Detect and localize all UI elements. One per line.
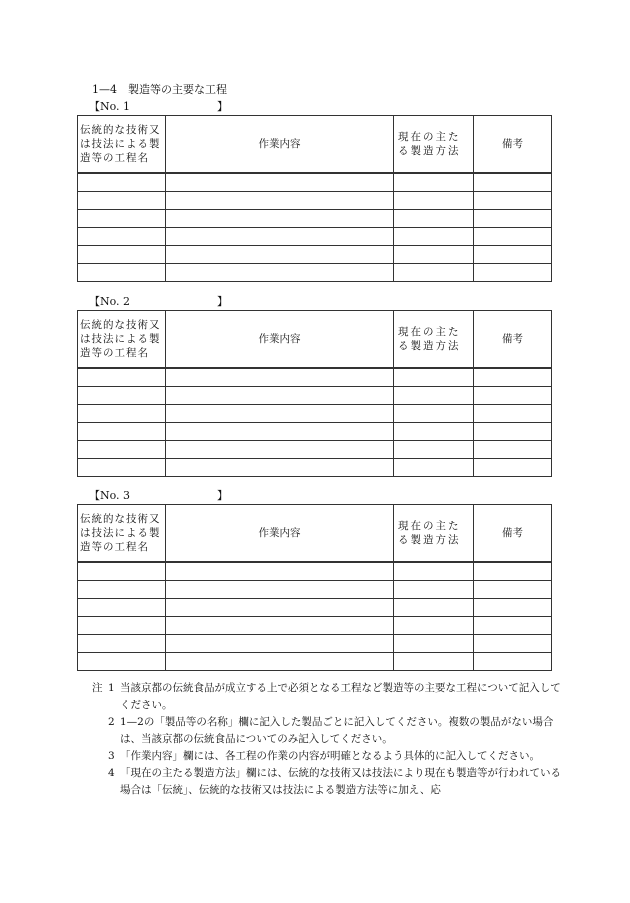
cell[interactable] — [166, 210, 394, 228]
header-process-name: 伝統的な技術又は技法による製造等の工程名 — [78, 505, 166, 563]
table-header-row — [78, 505, 552, 563]
cell[interactable] — [166, 423, 394, 441]
note-item — [92, 680, 562, 714]
block-number: 【No. 1 — [89, 100, 131, 113]
cell[interactable] — [166, 192, 394, 210]
block-label — [77, 293, 551, 310]
cell[interactable] — [166, 368, 394, 387]
cell[interactable] — [394, 387, 474, 405]
table-row — [78, 264, 552, 282]
cell[interactable] — [78, 423, 166, 441]
cell[interactable] — [166, 264, 394, 282]
note-number: 3 — [108, 750, 115, 762]
header-process-name: 伝統的な技術又は技法による製造等の工程名 — [78, 311, 166, 369]
cell[interactable] — [78, 653, 166, 671]
notes-section — [92, 680, 562, 799]
cell[interactable] — [474, 405, 552, 423]
block-label — [77, 487, 551, 504]
table-row — [78, 192, 552, 210]
note-text: 「作業内容」欄には、各工程の作業の内容が明確となるよう具体的に記入してください。 — [120, 750, 540, 762]
cell[interactable] — [166, 459, 394, 477]
cell[interactable] — [474, 653, 552, 671]
cell[interactable] — [474, 387, 552, 405]
block-number-close: 】 — [217, 489, 228, 502]
table-row — [78, 423, 552, 441]
cell[interactable] — [166, 173, 394, 192]
table-row — [78, 581, 552, 599]
note-number: 4 — [108, 767, 115, 779]
header-current-method: 現在の主たる製造方法 — [394, 311, 474, 369]
table-row — [78, 459, 552, 477]
cell[interactable] — [78, 192, 166, 210]
cell[interactable] — [78, 617, 166, 635]
cell[interactable] — [78, 173, 166, 192]
table-row — [78, 228, 552, 246]
cell[interactable] — [394, 581, 474, 599]
note-text: 1—2の「製品等の名称」欄に記入した製品ごとに記入してください。複数の製品がない場合は、当該京都の伝統食品についてのみ記入してください。 — [120, 716, 554, 745]
cell[interactable] — [166, 617, 394, 635]
table-row — [78, 387, 552, 405]
table-row — [78, 635, 552, 653]
cell[interactable] — [474, 192, 552, 210]
table-row — [78, 599, 552, 617]
cell[interactable] — [474, 210, 552, 228]
note-item — [92, 765, 562, 799]
header-work-content: 作業内容 — [166, 116, 394, 174]
header-work-content: 作業内容 — [166, 505, 394, 563]
cell[interactable] — [394, 210, 474, 228]
cell[interactable] — [166, 246, 394, 264]
process-block-1 — [77, 98, 551, 282]
cell[interactable] — [474, 368, 552, 387]
cell[interactable] — [78, 562, 166, 581]
notes-head: 注 — [92, 682, 103, 694]
table-row — [78, 562, 552, 581]
table-row — [78, 617, 552, 635]
cell[interactable] — [394, 599, 474, 617]
block-number-close: 】 — [217, 295, 228, 308]
header-current-method: 現在の主たる製造方法 — [394, 116, 474, 174]
header-remarks: 備考 — [474, 505, 552, 563]
process-table — [77, 504, 552, 671]
cell[interactable] — [166, 387, 394, 405]
cell[interactable] — [474, 581, 552, 599]
cell[interactable] — [166, 562, 394, 581]
cell[interactable] — [166, 581, 394, 599]
table-row — [78, 441, 552, 459]
cell[interactable] — [394, 653, 474, 671]
cell[interactable] — [78, 368, 166, 387]
process-block-2 — [77, 293, 551, 477]
header-current-method: 現在の主たる製造方法 — [394, 505, 474, 563]
cell[interactable] — [78, 387, 166, 405]
cell[interactable] — [78, 599, 166, 617]
cell[interactable] — [78, 459, 166, 477]
block-label — [77, 98, 551, 115]
cell[interactable] — [394, 405, 474, 423]
process-block-3 — [77, 487, 551, 671]
cell[interactable] — [474, 423, 552, 441]
note-number: 2 — [108, 716, 115, 728]
cell[interactable] — [474, 599, 552, 617]
cell[interactable] — [394, 635, 474, 653]
cell[interactable] — [78, 210, 166, 228]
cell[interactable] — [78, 228, 166, 246]
cell[interactable] — [166, 599, 394, 617]
note-text: 当該京都の伝統食品が成立する上で必須となる工程など製造等の主要な工程について記入してください。 — [120, 682, 561, 711]
cell[interactable] — [78, 246, 166, 264]
cell[interactable] — [78, 635, 166, 653]
cell[interactable] — [394, 228, 474, 246]
cell[interactable] — [78, 441, 166, 459]
header-work-content: 作業内容 — [166, 311, 394, 369]
cell[interactable] — [394, 368, 474, 387]
cell[interactable] — [394, 459, 474, 477]
section-title: 1—4 製造等の主要な工程 — [92, 83, 227, 96]
note-item — [92, 714, 562, 748]
table-row — [78, 368, 552, 387]
cell[interactable] — [474, 228, 552, 246]
process-table — [77, 310, 552, 477]
table-header-row — [78, 311, 552, 369]
cell[interactable] — [78, 405, 166, 423]
table-row — [78, 405, 552, 423]
note-text: 「現在の主たる製造方法」欄には、伝統的な技術又は技法により現在も製造等が行われている場合は「伝統」、伝統的な技術又は技法による製造方法等に加え、応 — [120, 767, 561, 796]
table-row — [78, 653, 552, 671]
cell[interactable] — [474, 441, 552, 459]
cell[interactable] — [474, 617, 552, 635]
cell[interactable] — [166, 441, 394, 459]
cell[interactable] — [394, 423, 474, 441]
cell[interactable] — [474, 459, 552, 477]
table-row — [78, 246, 552, 264]
cell[interactable] — [474, 173, 552, 192]
cell[interactable] — [166, 405, 394, 423]
block-number: 【No. 2 — [89, 295, 131, 308]
cell[interactable] — [166, 228, 394, 246]
block-number-close: 】 — [217, 100, 228, 113]
cell[interactable] — [166, 635, 394, 653]
process-table — [77, 115, 552, 282]
cell[interactable] — [394, 562, 474, 581]
cell[interactable] — [394, 246, 474, 264]
header-remarks: 備考 — [474, 311, 552, 369]
cell[interactable] — [394, 192, 474, 210]
cell[interactable] — [474, 635, 552, 653]
cell[interactable] — [394, 173, 474, 192]
note-item — [92, 748, 562, 765]
table-row — [78, 173, 552, 192]
cell[interactable] — [78, 581, 166, 599]
header-process-name: 伝統的な技術又は技法による製造等の工程名 — [78, 116, 166, 174]
table-row — [78, 210, 552, 228]
header-remarks: 備考 — [474, 116, 552, 174]
cell[interactable] — [474, 562, 552, 581]
block-number: 【No. 3 — [89, 489, 131, 502]
cell[interactable] — [394, 441, 474, 459]
cell[interactable] — [78, 264, 166, 282]
note-number: 1 — [108, 682, 115, 694]
table-header-row — [78, 116, 552, 174]
cell[interactable] — [474, 246, 552, 264]
cell[interactable] — [394, 617, 474, 635]
cell[interactable] — [394, 264, 474, 282]
cell[interactable] — [474, 264, 552, 282]
cell[interactable] — [166, 653, 394, 671]
